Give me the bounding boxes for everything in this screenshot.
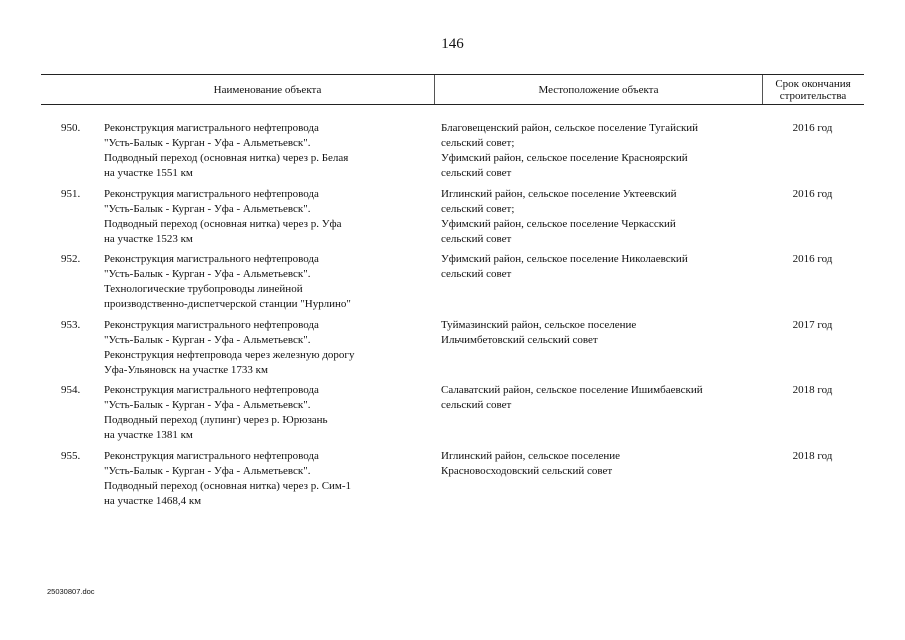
object-name	[104, 449, 430, 509]
object-location	[441, 121, 761, 181]
header-term-line2: строительства	[779, 89, 847, 102]
object-name-line: Реконструкция магистрального нефтепровода	[104, 449, 319, 462]
object-name-line: Реконструкция магистрального нефтепровода	[104, 122, 319, 134]
object-name-line: "Усть-Балык - Курган - Уфа - Альметьевск".	[104, 399, 311, 412]
table-row	[0, 318, 905, 384]
object-name-line: на участке 1551 км	[104, 167, 193, 179]
object-location	[441, 318, 761, 348]
object-location	[441, 449, 761, 479]
row-number: 950.	[61, 122, 81, 134]
table-row	[0, 383, 905, 449]
object-location-line: Уфимский район, сельское поселение Красноярский	[441, 152, 688, 164]
object-location	[441, 252, 761, 282]
header-object-name: Наименование объекта	[213, 83, 322, 96]
object-name	[104, 121, 430, 181]
construction-term: 2016 год	[792, 122, 833, 134]
table-header-bottom-rule	[41, 104, 864, 105]
row-number: 953.	[61, 318, 81, 331]
object-name-line: "Усть-Балык - Курган - Уфа - Альметьевск".	[104, 202, 311, 215]
object-name-line: Реконструкция магистрального нефтепровода	[104, 318, 319, 331]
object-location-line: Красновосходовский сельский совет	[441, 464, 613, 477]
header-object-location: Местоположение объекта	[538, 83, 659, 96]
object-name	[104, 252, 430, 312]
object-name-line: Реконструкция нефтепровода через железную дорогу	[104, 348, 355, 361]
object-name-line: Реконструкция магистрального нефтепровода	[104, 253, 319, 266]
object-name	[104, 383, 430, 443]
object-name-line: производственно-диспетчерской станции "Нурлино"	[104, 298, 351, 311]
object-name-line: "Усть-Балык - Курган - Уфа - Альметьевск".	[104, 137, 311, 149]
object-name-line: Технологические трубопроводы линейной	[104, 283, 303, 296]
table-row	[0, 121, 905, 187]
construction-term: 2016 год	[792, 253, 833, 266]
object-location-line: Уфимский район, сельское поселение Николаевский	[441, 253, 688, 266]
row-number: 951.	[61, 187, 81, 200]
object-location-line: сельский совет	[441, 399, 512, 412]
row-number: 955.	[61, 449, 81, 462]
object-name-line: "Усть-Балык - Курган - Уфа - Альметьевск".	[104, 464, 311, 477]
object-name-line: "Усть-Балык - Курган - Уфа - Альметьевск".	[104, 333, 311, 346]
object-location-line: Салаватский район, сельское поселение Ишимбаевский	[441, 384, 703, 397]
object-location-line: сельский совет	[441, 268, 512, 281]
object-location-line: сельский совет;	[441, 202, 515, 215]
object-location-line: сельский совет	[441, 167, 512, 179]
object-location	[441, 383, 761, 413]
object-location-line: Иглинский район, сельское поселение	[441, 449, 620, 462]
page-number: 146	[441, 36, 464, 52]
object-name-line: Уфа-Ульяновск на участке 1733 км	[104, 363, 268, 376]
construction-term: 2018 год	[792, 449, 833, 462]
document-id: 25030807.doc	[47, 587, 95, 596]
construction-term: 2018 год	[792, 384, 833, 397]
object-name-line: на участке 1381 км	[104, 429, 193, 442]
object-name-line: Реконструкция магистрального нефтепровода	[104, 187, 319, 200]
object-location-line: Туймазинский район, сельское поселение	[441, 318, 637, 331]
object-location-line: Ильчимбетовский сельский совет	[441, 333, 598, 346]
header-term-line1: Срок окончания	[775, 77, 851, 90]
table-row	[0, 187, 905, 253]
object-location	[441, 187, 761, 247]
table-body	[0, 121, 905, 515]
object-name-line: Реконструкция магистрального нефтепровода	[104, 384, 319, 397]
object-name-line: на участке 1523 км	[104, 232, 193, 245]
row-number: 954.	[61, 384, 81, 397]
object-name	[104, 318, 430, 378]
object-name-line: Подводный переход (основная нитка) через р. Уфа	[104, 217, 342, 230]
object-location-line: Благовещенский район, сельское поселение Тугайский	[441, 122, 699, 134]
object-name-line: Подводный переход (основная нитка) через р. Сим-1	[104, 479, 352, 492]
object-location-line: Иглинский район, сельское поселение Уктеевский	[441, 187, 677, 200]
object-location-line: сельский совет	[441, 232, 512, 245]
object-name-line: "Усть-Балык - Курган - Уфа - Альметьевск".	[104, 268, 311, 281]
construction-term: 2016 год	[792, 187, 833, 200]
row-number: 952.	[61, 253, 81, 266]
table-row	[0, 252, 905, 318]
object-name-line: на участке 1468,4 км	[104, 494, 202, 507]
object-name	[104, 187, 430, 247]
header-construction-term	[763, 75, 863, 104]
construction-term: 2017 год	[792, 318, 833, 331]
object-name-line: Подводный переход (основная нитка) через р. Белая	[104, 152, 349, 164]
object-location-line: сельский совет;	[441, 137, 515, 149]
object-name-line: Подводный переход (лупинг) через р. Юрюзань	[104, 414, 328, 427]
table-row	[0, 449, 905, 515]
object-location-line: Уфимский район, сельское поселение Черкасский	[441, 217, 676, 230]
